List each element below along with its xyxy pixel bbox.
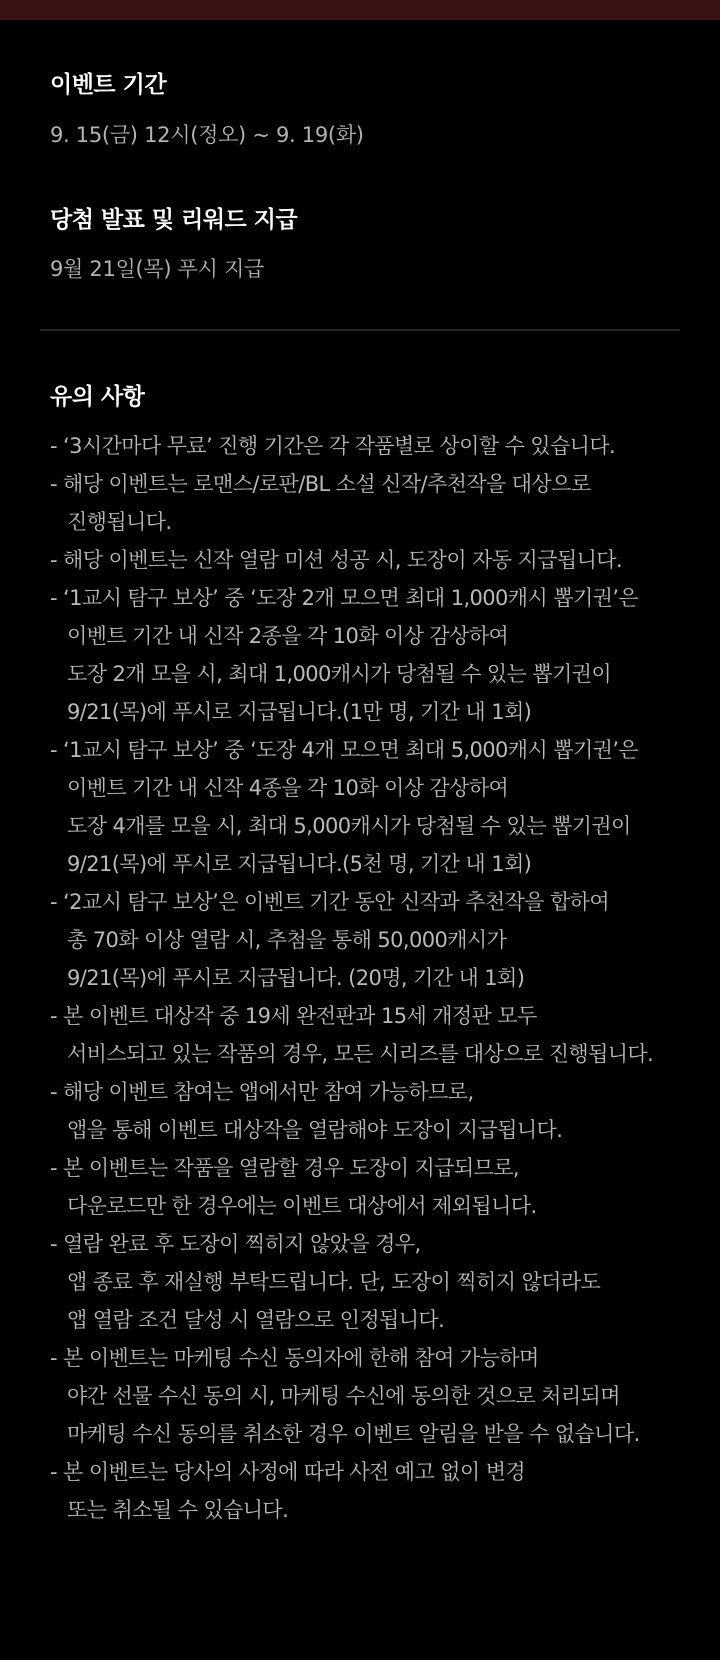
note-continuation-line: 9/21(목)에 푸시로 지급됩니다.(1만 명, 기간 내 1회) <box>67 700 532 724</box>
event-period-title: 이벤트 기간 <box>50 72 167 98</box>
section-divider <box>40 329 680 331</box>
note-line: - 본 이벤트는 당사의 사정에 따라 사전 예고 없이 변경 <box>50 1460 526 1484</box>
note-continuation-line: 서비스되고 있는 작품의 경우, 모든 시리즈를 대상으로 진행됩니다. <box>67 1042 654 1066</box>
note-item <box>50 1149 720 1225</box>
note-item <box>50 1073 720 1149</box>
notes-list <box>50 427 720 1529</box>
top-banner-edge <box>0 0 720 20</box>
note-continuation-line: 도장 4개를 모을 시, 최대 5,000캐시가 당첨될 수 있는 뽑기권이 <box>67 814 631 838</box>
note-item <box>50 579 720 731</box>
note-continuation-line: 9/21(목)에 푸시로 지급됩니다.(5천 명, 기간 내 1회) <box>67 852 532 876</box>
note-item <box>50 1339 720 1453</box>
announcement-value: 9월 21일(목) 푸시 지급 <box>50 257 264 281</box>
note-continuation-line: 또는 취소될 수 있습니다. <box>67 1498 289 1522</box>
note-item <box>50 465 720 541</box>
notes-title: 유의 사항 <box>50 384 145 410</box>
note-line: - ‘1교시 탐구 보상’ 중 ‘도장 4개 모으면 최대 5,000캐시 뽑기권’은 <box>50 738 639 762</box>
note-line: - 본 이벤트는 마케팅 수신 동의자에 한해 참여 가능하며 <box>50 1346 539 1370</box>
note-item <box>50 731 720 883</box>
note-item <box>50 1225 720 1339</box>
note-continuation-line: 다운로드만 한 경우에는 이벤트 대상에서 제외됩니다. <box>67 1194 537 1218</box>
note-line: - 본 이벤트는 작품을 열람할 경우 도장이 지급되므로, <box>50 1156 519 1180</box>
note-line: - 본 이벤트 대상작 중 19세 완전판과 15세 개정판 모두 <box>50 1004 537 1028</box>
note-continuation-line: 9/21(목)에 푸시로 지급됩니다. (20명, 기간 내 1회) <box>67 966 525 990</box>
note-item <box>50 1453 720 1529</box>
note-continuation-line: 진행됩니다. <box>67 510 172 534</box>
note-continuation-line: 앱을 통해 이벤트 대상작을 열람해야 도장이 지급됩니다. <box>67 1118 563 1142</box>
note-item <box>50 427 720 465</box>
note-line: - 열람 완료 후 도장이 찍히지 않았을 경우, <box>50 1232 421 1256</box>
note-line: - 해당 이벤트는 신작 열람 미션 성공 시, 도장이 자동 지급됩니다. <box>50 548 623 572</box>
note-continuation-line: 앱 열람 조건 달성 시 열람으로 인정됩니다. <box>67 1308 445 1332</box>
note-continuation-line: 마케팅 수신 동의를 취소한 경우 이벤트 알림을 받을 수 없습니다. <box>67 1422 640 1446</box>
note-line: - ‘1교시 탐구 보상’ 중 ‘도장 2개 모으면 최대 1,000캐시 뽑기권’은 <box>50 586 639 610</box>
note-continuation-line: 이벤트 기간 내 신작 4종을 각 10화 이상 감상하여 <box>67 776 509 800</box>
note-line: - 해당 이벤트 참여는 앱에서만 참여 가능하므로, <box>50 1080 474 1104</box>
note-line: - ‘2교시 탐구 보상’은 이벤트 기간 동안 신작과 추천작을 합하여 <box>50 890 610 914</box>
note-line: - ‘3시간마다 무료’ 진행 기간은 각 작품별로 상이할 수 있습니다. <box>50 434 616 458</box>
note-continuation-line: 앱 종료 후 재실행 부탁드립니다. 단, 도장이 찍히지 않더라도 <box>67 1270 601 1294</box>
note-continuation-line: 야간 선물 수신 동의 시, 마케팅 수신에 동의한 것으로 처리되며 <box>67 1384 620 1408</box>
note-continuation-line: 도장 2개 모을 시, 최대 1,000캐시가 당첨될 수 있는 뽑기권이 <box>67 662 612 686</box>
note-item <box>50 883 720 997</box>
note-continuation-line: 이벤트 기간 내 신작 2종을 각 10화 이상 감상하여 <box>67 624 509 648</box>
note-continuation-line: 총 70화 이상 열람 시, 추첨을 통해 50,000캐시가 <box>67 928 507 952</box>
note-item <box>50 541 720 579</box>
event-period-value: 9. 15(금) 12시(정오) ~ 9. 19(화) <box>50 123 364 147</box>
announcement-title: 당첨 발표 및 리워드 지급 <box>50 207 298 233</box>
note-item <box>50 997 720 1073</box>
note-line: - 해당 이벤트는 로맨스/로판/BL 소설 신작/추천작을 대상으로 <box>50 472 591 496</box>
